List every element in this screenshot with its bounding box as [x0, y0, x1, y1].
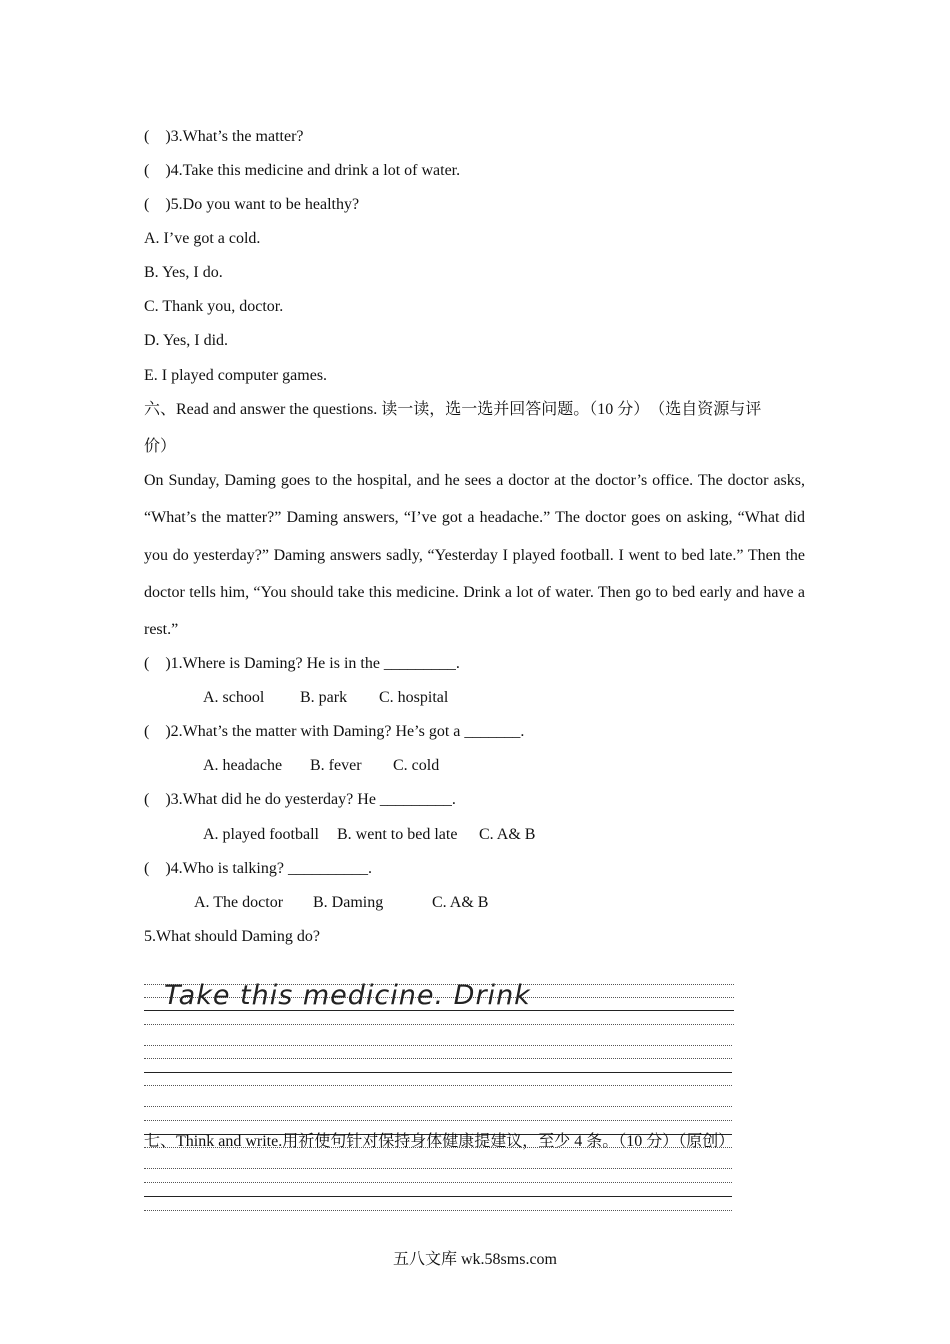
- answer-bracket[interactable]: (: [144, 723, 150, 740]
- page-footer: 五八文库 wk.58sms.com: [392, 1251, 557, 1268]
- matching-item-4: ( )4.Take this medicine and drink a lot of water.: [144, 162, 461, 179]
- answer-option-a: A. I’ve got a cold.: [144, 230, 261, 247]
- option[interactable]: B. park: [300, 689, 348, 706]
- options-q1: [203, 688, 448, 708]
- option[interactable]: C. A& B: [432, 894, 489, 911]
- options-q2: [203, 756, 439, 776]
- reading-question-2: ( )2.What’s the matter with Daming? He’s got a _______.: [144, 723, 525, 740]
- question-text: 3.What’s the matter?: [170, 128, 304, 145]
- option[interactable]: C. hospital: [379, 689, 449, 706]
- option[interactable]: A. The doctor: [194, 894, 284, 911]
- answer-bracket[interactable]: (: [144, 128, 150, 145]
- handwritten-answer: Take this medicine. Drink: [164, 980, 531, 1011]
- answer-option-b: B. Yes, I do.: [144, 264, 223, 281]
- question-text: 5.Do you want to be healthy?: [170, 196, 360, 213]
- reading-question-1: ( )1.Where is Daming? He is in the _________.: [144, 655, 460, 672]
- option[interactable]: A. played football: [203, 826, 319, 843]
- section6-title-cont: 价）: [144, 438, 177, 455]
- option[interactable]: A. school: [203, 689, 265, 706]
- option[interactable]: B. went to bed late: [337, 826, 458, 843]
- section7-title: 七、Think and write.用祈使句针对保持身体健康提建议，至少 4 条。（10 分）（原创）: [144, 1133, 735, 1150]
- section6-title: 六、Read and answer the questions. 读一读，选一选并回答问题。（10 分） （选自资源与评: [144, 401, 762, 418]
- matching-item-3: ( )3.What’s the matter?: [144, 128, 304, 145]
- reading-question-4: ( )4.Who is talking? __________.: [144, 860, 372, 877]
- question-text: 4.Take this medicine and drink a lot of water.: [170, 162, 461, 179]
- answer-bracket[interactable]: (: [144, 860, 150, 877]
- reading-question-5: 5.What should Daming do?: [144, 928, 320, 945]
- reading-question-3: ( )3.What did he do yesterday? He _________.: [144, 791, 456, 808]
- answer-bracket[interactable]: (: [144, 196, 150, 213]
- answer-bracket[interactable]: (: [144, 655, 150, 672]
- options-q3: [203, 825, 535, 845]
- reading-passage: On Sunday, Daming goes to the hospital, and he sees a doctor at the doctor’s office. The doctor asks, “What’s the matter?” Daming answers, “I’ve got a headache.” The doctor goes on asking, “What did you do yesterday?” Daming answers sadly, “Yesterday I played football. I went to bed late.” Then the doctor tells him, “You should take this medicine. Drink a lot of water. Then go to bed early and have a rest.”: [144, 472, 805, 639]
- options-q4: [194, 893, 488, 913]
- matching-item-5: ( )5.Do you want to be healthy?: [144, 196, 360, 213]
- option[interactable]: B. fever: [310, 757, 362, 774]
- answer-bracket[interactable]: (: [144, 162, 150, 179]
- option[interactable]: B. Daming: [313, 894, 384, 911]
- answer-option-c: C. Thank you, doctor.: [144, 298, 284, 315]
- option[interactable]: C. A& B: [479, 826, 536, 843]
- answer-option-e: E. I played computer games.: [144, 367, 328, 384]
- answer-bracket[interactable]: (: [144, 791, 150, 808]
- answer-option-d: D. Yes, I did.: [144, 332, 229, 349]
- option[interactable]: A. headache: [203, 757, 283, 774]
- option[interactable]: C. cold: [393, 757, 440, 774]
